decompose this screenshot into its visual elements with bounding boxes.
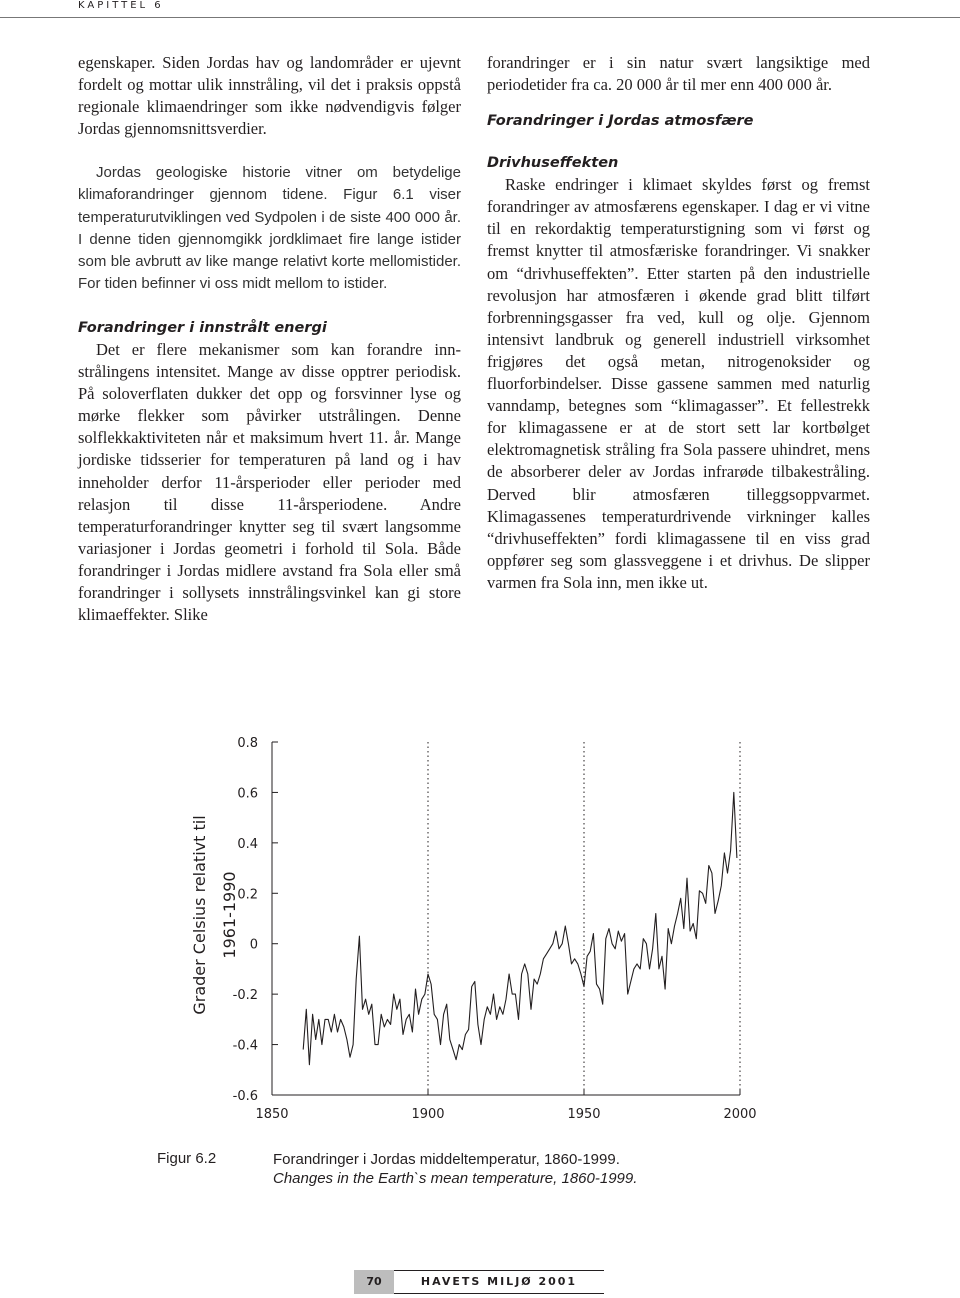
x-tick-label: 2000 — [723, 1107, 757, 1122]
paragraph: Raske endringer i klimaet skyldes først og fremst forandringer av atmosfærens egenskaper. I dag er vi vitne til en rekordaktig temperaturstigning som vi først og fremst knytter til atmosfæriske forandringer. Vi snakker om “drivhuseffekten”. Etter starten på den industrielle revolusjon har atmosfæren i økende grad blitt tilført forbrenningsgasser fra ved, kull og olje. Gjennom intensivt landbruk og generell industriell virksomhet frigjøres det også metan, nitrogenoksider og fluorforbindelser. Disse gassene sammen med naturlig vanndamp, betegnes som “klimagasser”. Et fellestrekk for klimagassene er at de stort sett lar kortbølget elektromagnetisk stråling fra Sola passere uhindret, mens de absorberer deler av Jordas infrarøde tilbakestråling. Derved blir atmosfæren tilleggsoppvarmet. Klimagassenes temperaturdrivende virkninger kalles “drivhuseffekten” fordi klimagassene til en viss grad oppfører seg som glassveggene i et drivhus. De slipper varmen fra Sola inn, men ikke ut. — [487, 175, 870, 592]
subsection-heading: Drivhuseffekten — [487, 155, 619, 172]
page-number: 70 — [354, 1270, 394, 1294]
y-axis-label-line: Grader Celsius relativt til — [190, 815, 209, 1015]
section-heading: Forandringer i innstrålt energi — [78, 319, 327, 336]
y-tick-label: -0.6 — [232, 1089, 258, 1104]
chapter-header: KAPITTEL 6 — [78, 0, 164, 11]
paragraph: Det er flere mekanismer som kan forandre inn-strålingens intensitet. Mange av disse opptrer periodisk. På soloverflaten dukker det opp og forsvinner lyse og mørke flekker som påvirker utstrålingen. Denne solflekkaktiviteten når et maksimum hvert 11. år. Mange jordiske tidsserier for temperaturen på land og i hav inneholder derfor 11-årsperioder eller perioder med relasjon til disse 11-årsperiodene. Andre temperaturforandringer knytter seg til svært langsomme variasjoner i Jordas geometri i forhold til Sola. Både forandringer i Jordas midlere avstand fra Sola eller små forandringer i sollysets innstrålingsvinkel kan gi store klimaeffekter. Slike — [78, 339, 461, 625]
y-axis-label — [190, 815, 239, 1014]
caption-english: Changes in the Earth`s mean temperature, 1860-1999. — [273, 1170, 638, 1187]
paragraph: Jordas geologiske historie vitner om betydelige klimaforandringer gjennom tidene. Figur 6.1 viser temperaturutviklingen ved Sydpolen i de siste 400 000 år. I denne tiden gjennomgikk jordklimaet fire lange istider som ble avbrutt av like mange relativt korte mellomistider. For tiden befinner vi oss midt mellom to istider. — [78, 164, 461, 292]
y-tick-label: -0.4 — [232, 1038, 258, 1054]
section-heading: Forandringer i Jordas atmosfære — [487, 113, 754, 130]
y-tick-label: -0.2 — [232, 988, 258, 1004]
y-tick-label: 0 — [249, 937, 258, 953]
temperature-series-line — [303, 792, 737, 1064]
caption-norwegian: Forandringer i Jordas middeltemperatur, 1860-1999. — [273, 1151, 620, 1168]
left-column — [78, 52, 461, 626]
y-tick-label: 0.8 — [237, 736, 258, 751]
paragraph: egenskaper. Siden Jordas hav og landområder er ujevnt fordelt og mottar ulik innstråling, vil det i praksis oppstå regionale klimaendringer som ikke nødvendigvis følger Jordas gjennomsnittsverdier. — [78, 53, 461, 139]
paragraph: forandringer er i sin natur svært langsiktige med periodetider fra ca. 20 000 år til mer enn 400 000 år. — [487, 53, 870, 95]
temperature-chart — [0, 715, 960, 1135]
page-footer — [354, 1270, 604, 1294]
x-tick-label: 1950 — [567, 1107, 601, 1122]
y-axis-label-line: 1961-1990 — [220, 871, 239, 959]
y-tick-label: 0.6 — [237, 786, 258, 802]
publication-title: HAVETS MILJØ 2001 — [394, 1270, 604, 1294]
x-tick-label: 1900 — [411, 1107, 445, 1122]
right-column — [487, 52, 870, 594]
figure-number: Figur 6.2 — [157, 1150, 217, 1167]
y-tick-label: 0.4 — [237, 836, 258, 852]
x-tick-label: 1850 — [255, 1107, 289, 1122]
figure-caption — [273, 1150, 637, 1188]
y-tick-label: 0.2 — [237, 887, 258, 903]
header-rule — [0, 17, 960, 18]
